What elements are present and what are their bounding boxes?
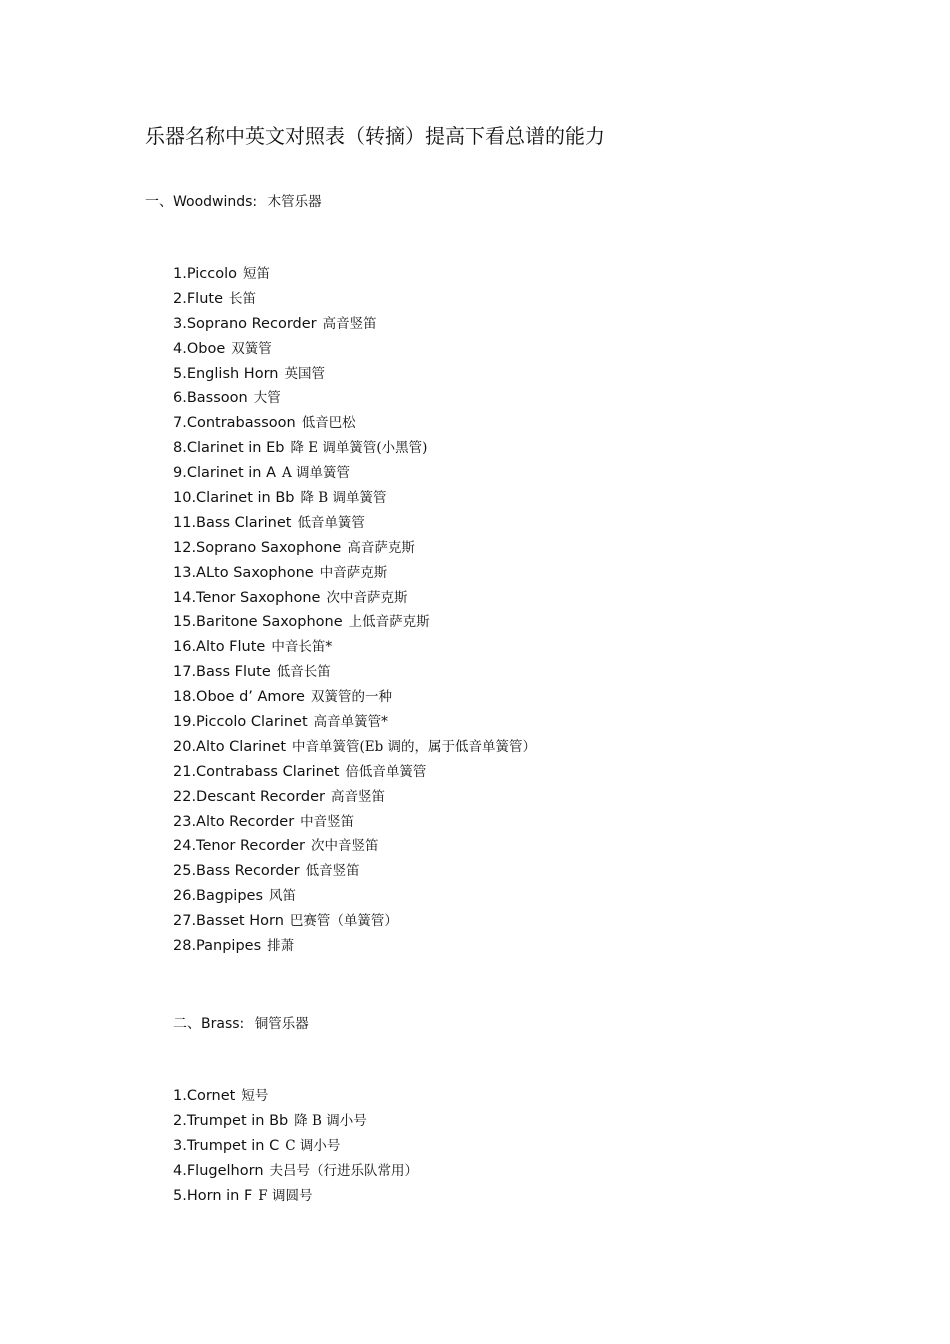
instrument-name-en: 3.Soprano Recorder [173, 315, 317, 332]
woodwinds-list [173, 262, 536, 959]
list-item [173, 909, 536, 934]
instrument-name-cn: 大管 [253, 390, 281, 407]
list-item [173, 810, 536, 835]
list-item [173, 1159, 418, 1184]
brass-list [173, 1084, 418, 1208]
instrument-name-cn: 中音长笛* [271, 639, 333, 656]
instrument-name-cn: 巴赛管（单簧管） [289, 913, 398, 930]
instrument-name-cn: 排萧 [267, 938, 295, 955]
list-item [173, 635, 536, 660]
list-item [173, 461, 536, 486]
instrument-name-cn: 高音单簧管* [313, 714, 388, 731]
instrument-name-en: 3.Trumpet in C [173, 1137, 280, 1154]
section-heading-cn: 木管乐器 [267, 194, 322, 210]
list-item [173, 834, 536, 859]
list-item [173, 386, 536, 411]
list-item [173, 262, 536, 287]
list-item [173, 1184, 418, 1209]
instrument-name-en: 14.Tenor Saxophone [173, 589, 321, 606]
instrument-name-cn: 短笛 [243, 266, 271, 282]
instrument-name-cn: 低音单簧管 [297, 514, 365, 531]
list-item [173, 884, 536, 909]
instrument-name-cn: 降 B 调单簧管 [300, 490, 387, 507]
section-heading-label: 二、Brass: [173, 1016, 245, 1032]
instrument-name-cn: 低音巴松 [301, 415, 356, 432]
instrument-name-cn: 中音单簧管(Eb 调的，属于低音单簧管） [292, 738, 537, 755]
instrument-name-cn: 低音长笛 [276, 664, 331, 681]
instrument-name-cn: 高音竖笛 [331, 788, 386, 805]
list-item [173, 586, 536, 611]
instrument-name-cn: 上低音萨克斯 [348, 614, 430, 631]
instrument-name-en: 13.ALto Saxophone [173, 564, 314, 581]
instrument-name-en: 20.Alto Clarinet [173, 738, 286, 755]
instrument-name-cn: 短号 [241, 1088, 269, 1104]
list-item [173, 685, 536, 710]
list-item [173, 536, 536, 561]
instrument-name-en: 9.Clarinet in A [173, 465, 277, 482]
instrument-name-cn: 英国管 [284, 365, 325, 382]
instrument-name-en: 21.Contrabass Clarinet [173, 763, 340, 780]
section-heading-label: 一、Woodwinds: [145, 194, 258, 210]
instrument-name-cn: C 调小号 [285, 1137, 341, 1154]
instrument-name-en: 10.Clarinet in Bb [173, 490, 295, 507]
instrument-name-cn: 降 E 调单簧管(小黑管) [290, 440, 428, 457]
section-heading-brass [173, 1014, 309, 1034]
instrument-name-cn: 中音萨克斯 [319, 564, 388, 581]
instrument-name-en: 24.Tenor Recorder [173, 838, 305, 855]
instrument-name-cn: 次中音竖笛 [311, 838, 379, 855]
instrument-name-cn: 次中音萨克斯 [326, 589, 408, 606]
list-item [173, 511, 536, 536]
list-item [173, 436, 536, 461]
instrument-name-cn: 降 B 调小号 [294, 1112, 367, 1129]
instrument-name-cn: 双簧管 [231, 340, 272, 357]
instrument-name-en: 5.English Horn [173, 365, 279, 382]
list-item [173, 312, 536, 337]
instrument-name-en: 23.Alto Recorder [173, 813, 295, 830]
instrument-name-en: 27.Basset Horn [173, 913, 284, 930]
instrument-name-cn: 双簧管的一种 [310, 689, 392, 706]
page-title: 乐器名称中英文对照表（转摘）提高下看总谱的能力 [145, 124, 605, 148]
list-item [173, 561, 536, 586]
list-item [173, 337, 536, 362]
instrument-name-en: 22.Descant Recorder [173, 788, 326, 805]
instrument-name-cn: F 调圆号 [258, 1187, 313, 1204]
list-item [173, 859, 536, 884]
instrument-name-en: 2.Trumpet in Bb [173, 1112, 289, 1129]
list-item [173, 1109, 418, 1134]
instrument-name-en: 25.Bass Recorder [173, 863, 300, 880]
instrument-name-en: 4.Flugelhorn [173, 1162, 264, 1179]
list-item [173, 1084, 418, 1109]
instrument-name-cn: 倍低音单簧管 [345, 763, 427, 780]
instrument-name-en: 19.Piccolo Clarinet [173, 714, 308, 731]
instrument-name-en: 4.Oboe [173, 340, 226, 357]
instrument-name-cn: 长笛 [229, 290, 256, 307]
instrument-name-en: 18.Oboe d’ Amore [173, 689, 305, 706]
list-item [173, 710, 536, 735]
instrument-name-en: 8.Clarinet in Eb [173, 440, 285, 457]
instrument-name-cn: A 调单簧管 [282, 465, 351, 482]
instrument-name-en: 15.Baritone Saxophone [173, 614, 343, 631]
list-item [173, 785, 536, 810]
instrument-name-en: 28.Panpipes [173, 938, 262, 955]
instrument-name-cn: 低音竖笛 [305, 863, 360, 880]
list-item [173, 934, 536, 959]
list-item [173, 610, 536, 635]
instrument-name-en: 6.Bassoon [173, 390, 248, 407]
instrument-name-en: 5.Horn in F [173, 1187, 253, 1204]
instrument-name-cn: 高音萨克斯 [347, 539, 415, 556]
section-heading-woodwinds [145, 192, 322, 212]
list-item [173, 660, 536, 685]
list-item [173, 1134, 418, 1159]
instrument-name-cn: 高音竖笛 [322, 315, 377, 332]
instrument-name-en: 1.Cornet [173, 1088, 236, 1104]
instrument-name-en: 12.Soprano Saxophone [173, 539, 342, 556]
list-item [173, 486, 536, 511]
instrument-name-cn: 风笛 [269, 888, 297, 905]
instrument-name-cn: 中音竖笛 [300, 813, 355, 830]
list-item [173, 411, 536, 436]
list-item [173, 735, 536, 760]
list-item [173, 287, 536, 312]
instrument-name-en: 7.Contrabassoon [173, 415, 296, 432]
instrument-name-en: 16.Alto Flute [173, 639, 266, 656]
instrument-name-en: 2.Flute [173, 290, 223, 307]
list-item [173, 760, 536, 785]
section-heading-cn: 铜管乐器 [254, 1016, 309, 1032]
instrument-name-cn: 夫吕号（行进乐队常用） [269, 1162, 419, 1179]
list-item [173, 362, 536, 387]
instrument-name-en: 1.Piccolo [173, 266, 238, 282]
instrument-name-en: 17.Bass Flute [173, 664, 271, 681]
instrument-name-en: 26.Bagpipes [173, 888, 264, 905]
instrument-name-en: 11.Bass Clarinet [173, 514, 292, 531]
